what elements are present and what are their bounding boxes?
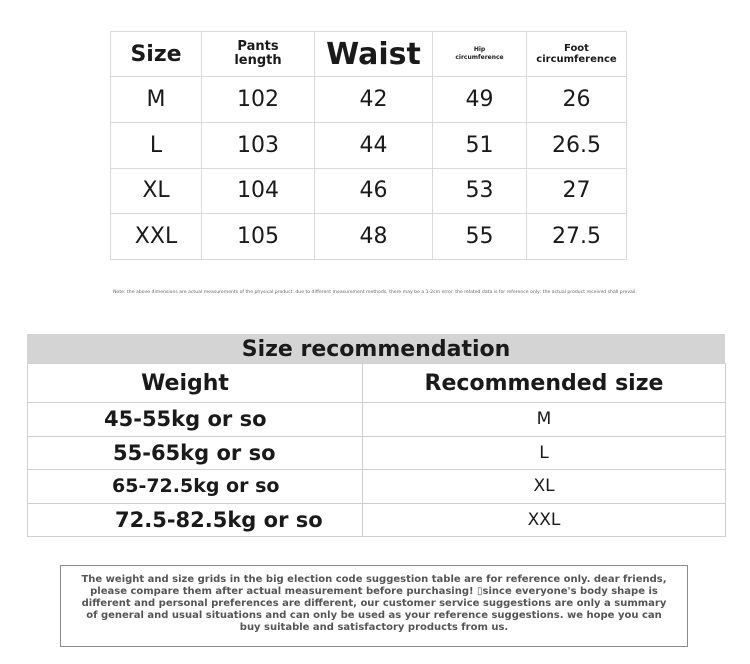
disclaimer-box — [60, 565, 688, 647]
cell-foot: 26.5 — [527, 122, 627, 168]
cell-waist: 48 — [315, 214, 433, 260]
cell-pants-length: 104 — [202, 168, 315, 214]
cell-size: XL — [111, 168, 202, 214]
cell-size: L — [111, 122, 202, 168]
disclaimer-text: The weight and size grids in the big election code suggestion table are for reference only. dear friends, please compare them after actual measurement before purchasing! ▯since everyone's body shape is different and personal preferences are different, our customer service suggestions are only a summary of general and usual situations and can only be used as your reference suggestions. we hope you can buy suitable and satisfactory products from us. — [81, 574, 667, 633]
size-chart-table — [110, 31, 627, 260]
header-hip: Hip circumference — [433, 32, 527, 77]
cell-weight: 45-55kg or so — [28, 403, 363, 437]
cell-hip: 49 — [433, 77, 527, 123]
cell-waist: 46 — [315, 168, 433, 214]
header-waist: Waist — [315, 32, 433, 77]
cell-weight: 55-65kg or so — [28, 436, 363, 470]
size-chart-header-row — [111, 32, 627, 77]
table-row — [28, 470, 726, 504]
cell-foot: 27.5 — [527, 214, 627, 260]
cell-waist: 42 — [315, 77, 433, 123]
size-recommendation-table — [27, 363, 726, 537]
header-foot: Foot circumference — [527, 32, 627, 77]
cell-recommended-size: L — [363, 436, 726, 470]
cell-foot: 27 — [527, 168, 627, 214]
header-pants-length: Pants length — [202, 32, 315, 77]
table-row — [111, 77, 627, 123]
cell-hip: 55 — [433, 214, 527, 260]
table-row — [111, 214, 627, 260]
cell-waist: 44 — [315, 122, 433, 168]
cell-recommended-size: XXL — [363, 503, 726, 537]
table-row — [111, 122, 627, 168]
cell-weight: 65-72.5kg or so — [28, 470, 363, 504]
cell-recommended-size: XL — [363, 470, 726, 504]
table-row — [28, 403, 726, 437]
cell-hip: 53 — [433, 168, 527, 214]
cell-size: M — [111, 77, 202, 123]
table-row — [111, 168, 627, 214]
cell-pants-length: 103 — [202, 122, 315, 168]
cell-size: XXL — [111, 214, 202, 260]
header-recommended-size: Recommended size — [363, 364, 726, 403]
table-row — [28, 436, 726, 470]
cell-weight: 72.5-82.5kg or so — [28, 503, 363, 537]
header-weight: Weight — [28, 364, 363, 403]
cell-pants-length: 105 — [202, 214, 315, 260]
cell-foot: 26 — [527, 77, 627, 123]
cell-hip: 51 — [433, 122, 527, 168]
cell-recommended-size: M — [363, 403, 726, 437]
header-size: Size — [111, 32, 202, 77]
cell-pants-length: 102 — [202, 77, 315, 123]
measurement-note: Note: the above dimensions are actual measurements of the physical product. due to different measurement methods, there may be a 1-2cm error. the related data is for reference only; the actual product received shall prevail. — [113, 290, 637, 295]
recommendation-header-row — [28, 364, 726, 403]
size-recommendation-title: Size recommendation — [27, 334, 725, 363]
table-row — [28, 503, 726, 537]
